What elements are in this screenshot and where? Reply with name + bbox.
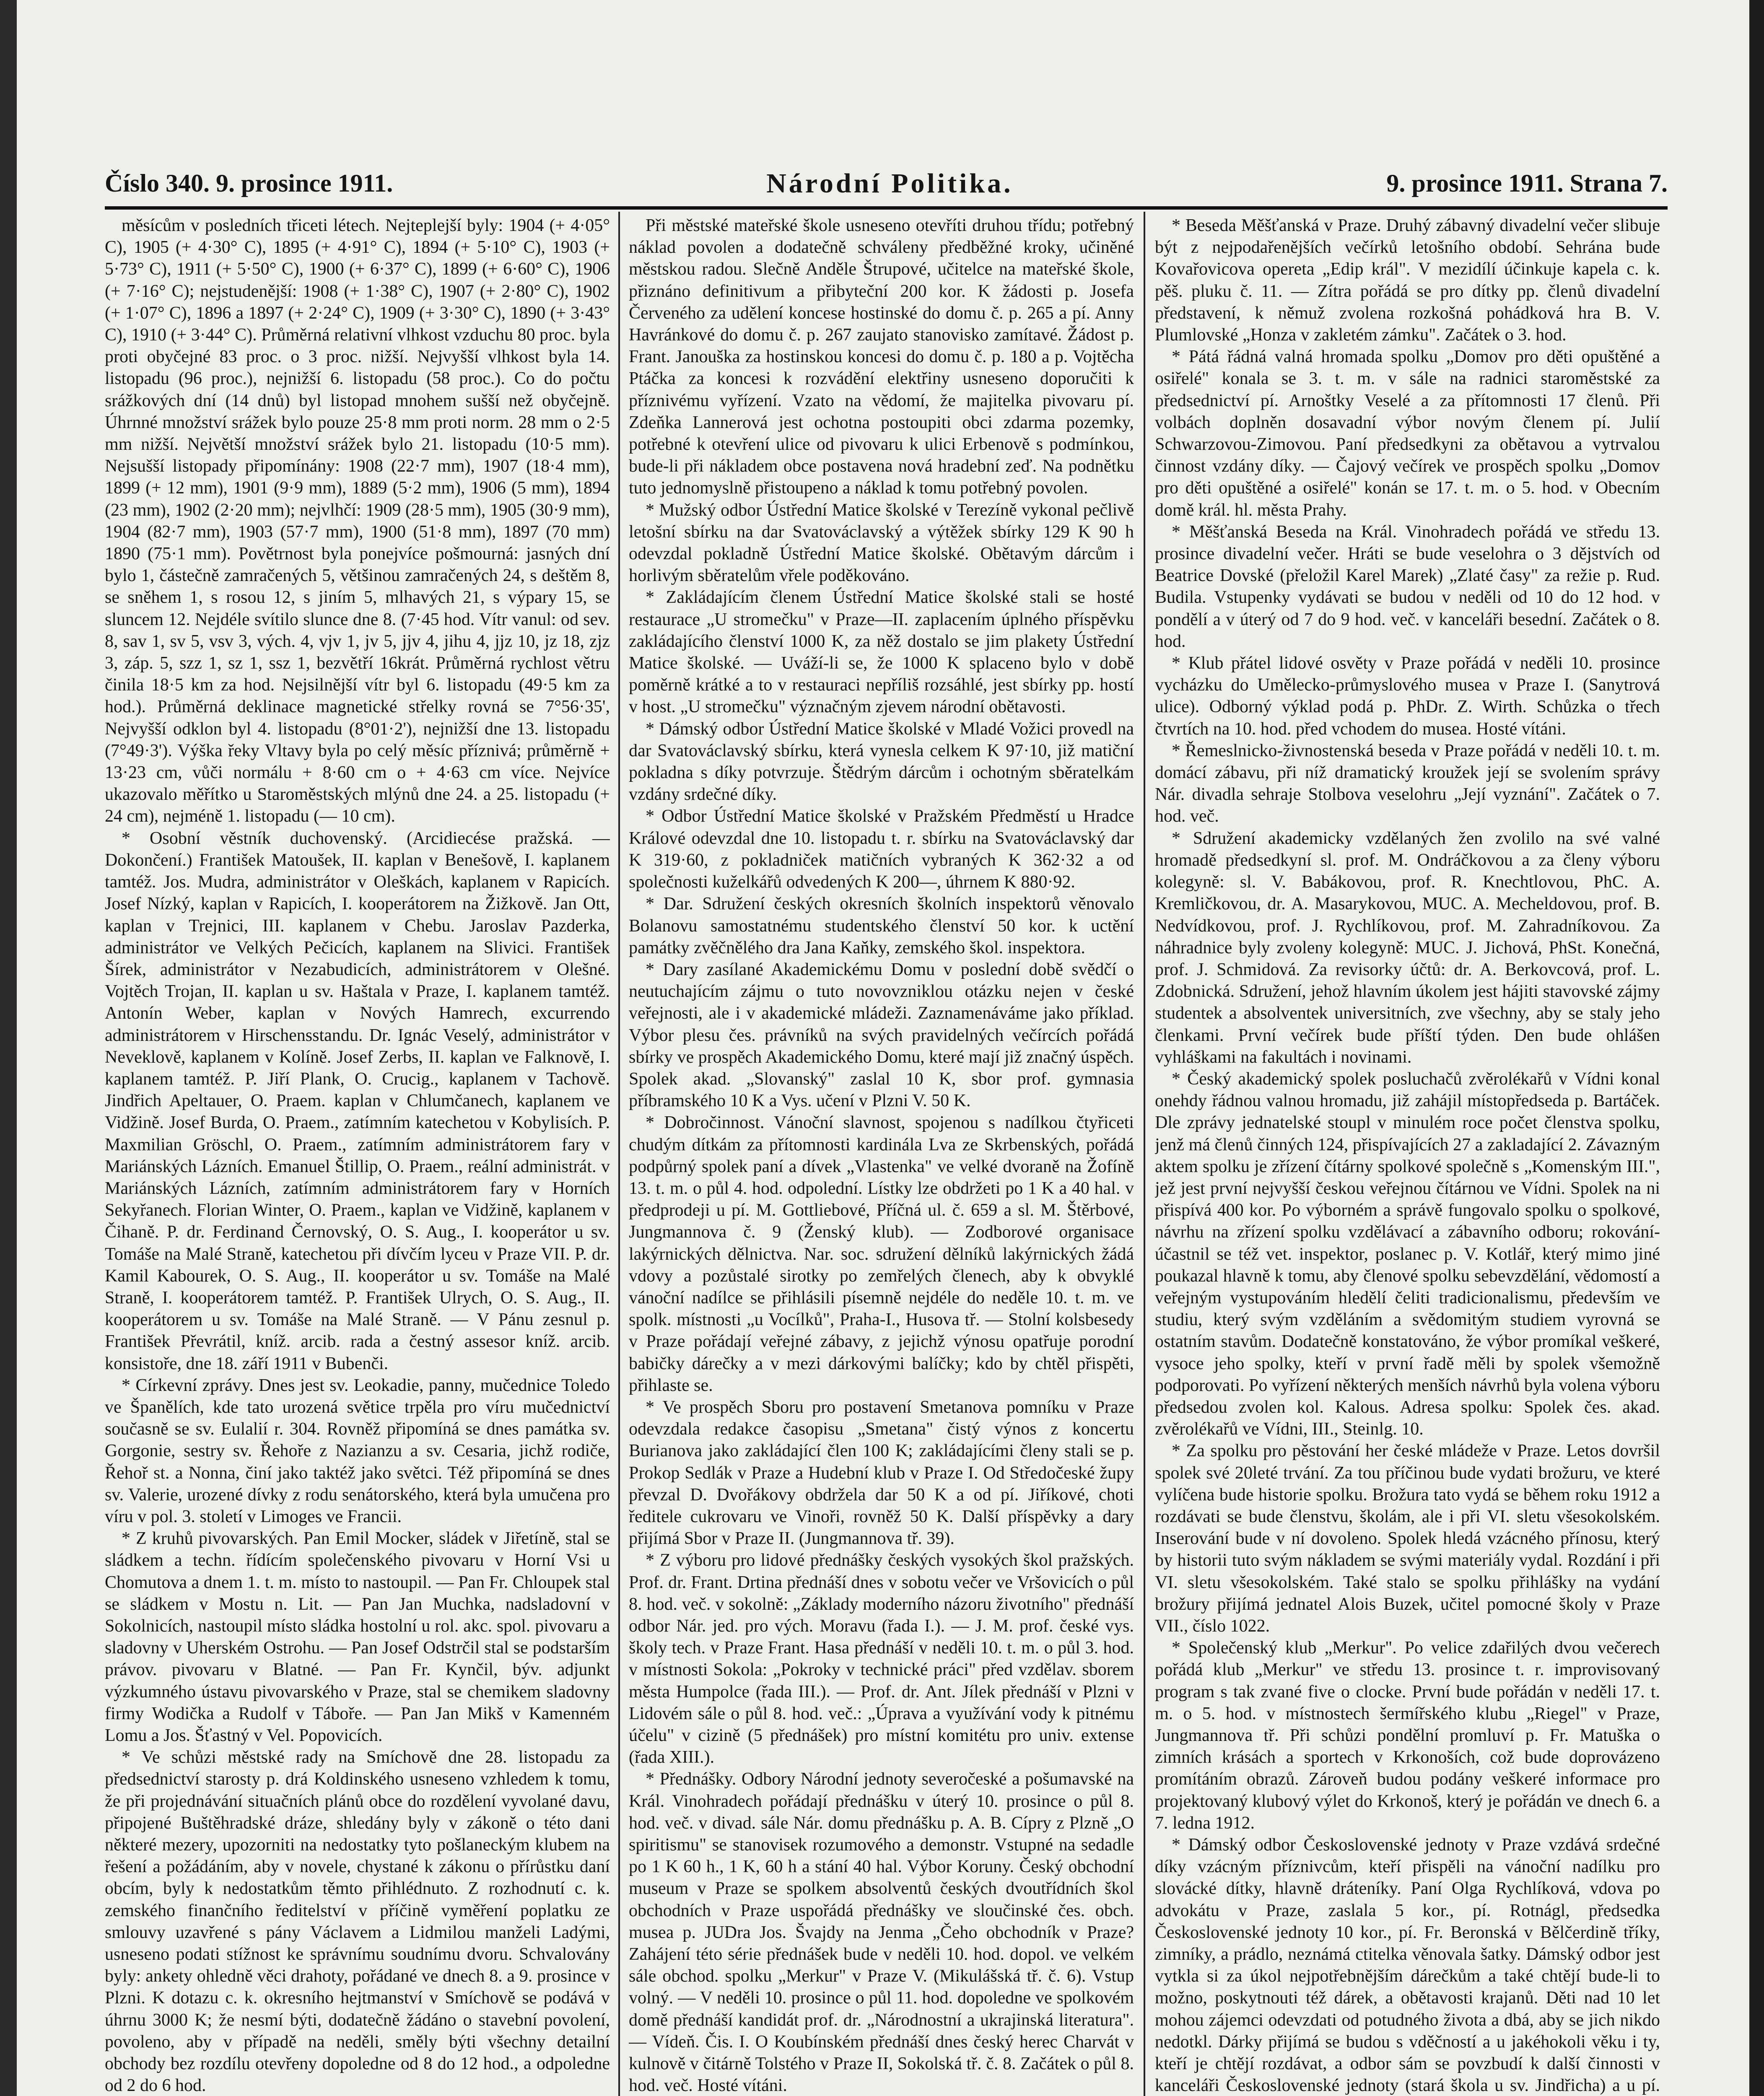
article-paragraph: Při městské mateřské škole usneseno otevříti druhou třídu; potřebný náklad povolen a dodatečně schváleny předběžné kroky, učiněné městskou radou. Slečně Anděle Štrupové, učitelce na mateřské škole, přiznáno definitivum a přibyteční 200 kor. K žádosti p. Josefa Červeného za udělení koncese hostinské do domu č. p. 265 a pí. Anny Havránkové do domu č. p. 267 zaujato stanovisko zamítavé. Žádost p. Frant. Janouška za hostinskou koncesi do domu č. p. 180 a p. Vojtěcha Ptáčka za koncesi k rozvádění elektřiny usneseno doporučiti k příznivému vyřízení. Vzato na vědomí, že majitelka pivovaru pí. Zdeňka Lannerová jest ochotna postoupiti obci zdarma pozemky, potřebné k otevření ulice od pivovaru k ulici Erbenově s podmínkou, bude-li při nákladem obce postavena nová hradební zeď. Na podnětku tuto jednomyslně přistoupeno a náklad k tomu potřebný povolen. (629, 216, 1134, 498)
column-divider-2 (1144, 212, 1145, 2096)
article-paragraph: * Odbor Ústřední Matice školské v Pražském Předměstí u Hradce Králové odevzdal dne 10. listopadu t. r. sbírku na Svatováclavský dar K 319·60, z pokladniček matičních vybraných K 362·32 a od společnosti kuželkářů odvedených K 200—, úhrnem K 880·92. (629, 807, 1134, 892)
header-rule (105, 206, 1668, 210)
date-page-number: 9. prosince 1911. Strana 7. (1386, 169, 1668, 197)
article-paragraph: * Za spolku pro pěstování her české mládeže v Praze. Letos dovršil spolek své 20leté trvání. Za tou příčinou bude vydati brožuru, ve které vylíčena bude historie spolku. Brožura tato vydá se během roku 1912 a rozdávati se bude členstvu, školám, ale i při VI. sletu všesokolském. Inserování bude v ní dovoleno. Spolek hledá vzácného přínosu, který by historii tuto svým nákladem se svými materiály vydal. Rozdání i při VI. sletu všesokolském. Také stalo se spolku přihlášky na vydání brožury přijímá jednatel Alois Buzek, učitel pomocné školy v Praze VII., číslo 1022. (1155, 1441, 1660, 1636)
article-paragraph: * Řemeslnicko-živnostenská beseda v Praze pořádá v neděli 10. t. m. domácí zábavu, při níž dramatický kroužek její se svolením správy Nár. divadla sehraje Stolbova veselohru „Její vyznání". Začátek o 7. hod. več. (1155, 741, 1660, 826)
page-header (105, 166, 1668, 201)
text-column-2 (629, 215, 1134, 2096)
article-paragraph: * Beseda Měšťanská v Praze. Druhý zábavný divadelní večer slibuje být z nejpodařenějších večírků letošního období. Sehrána bude Kovařovicova opereta „Edip král". V mezidílí účinkuje kapela c. k. pěš. pluku č. 11. — Zítra pořádá se pro dítky pp. členů divadelní představení, k němuž zvolena rozkošná pohádková hra B. V. Plumlovské „Honza v zakletém zámku". Začátek o 3. hod. (1155, 216, 1660, 345)
article-paragraph: * Osobní věstník duchovenský. (Arcidiecése pražská. — Dokončení.) František Matoušek, II. kaplan v Benešově, I. kaplanem tamtéž. Jos. Mudra, administrátor v Oleškách, kaplanem v Rapicích. Josef Nízký, kaplan v Rapicích, I. kooperátorem na Žižkově. Jan Ott, kaplan v Trejnici, III. kaplanem v Chebu. Jaroslav Pazderka, administrátor ve Velkých Pečicích, kaplanem na Slivici. František Šírek, administrátor v Nezabudicích, administrátorem v Olešné. Vojtěch Trojan, II. kaplan u sv. Haštala v Praze, I. kaplanem tamtéž. Antonín Weber, kaplan v Nových Hamrech, excurrendo administrátorem v Hirschensstandu. Dr. Ignác Veselý, administrátor v Neveklově, kaplanem v Kolíně. Josef Zerbs, II. kaplan ve Falknově, I. kaplanem tamtéž. P. Jiří Plank, O. Crucig., kaplanem v Tachově. Jindřich Apeltauer, O. Praem. kaplan v Chlumčanech, kaplanem ve Vidžině. Josef Burda, O. Praem., zatímním katechetou v Kobylisích. P. Maxmilian Gröschl, O. Praem., zatímním administrátorem fary v Mariánských Lázních. Emanuel Štillip, O. Praem., reální administrát. v Mariánských Lázních, zatímním administrátorem fary v Horních Sekyřanech. Florian Winter, O. Praem., kaplan ve Vidžině, kaplanem v Čihaně. P. dr. Ferdinand Černovský, O. S. Aug., I. kooperátor u sv. Tomáše na Malé Straně, katechetou při dívčím lyceu v Praze VII. P. dr. Kamil Kabourek, O. S. Aug., II. kooperátor u sv. Tomáše na Malé Straně, I. kooperátorem tamtéž. P. František Ulrych, O. S. Aug., II. kooperátorem u sv. Tomáše na Malé Straně. — V Pánu zesnul p. František Převrátil, kníž. arcib. rada a čestný assesor kníž. arcib. konsistoře, dne 18. září 1911 v Bubenči. (105, 828, 610, 1373)
article-paragraph: * Dobročinnost. Vánoční slavnost, spojenou s nadílkou čtyřiceti chudým dítkám za přítomnosti kardinála Lva ze Skrbenských, pořádá podpůrný spolek paní a dívek „Vlastenka" ve velké dvoraně na Žofíně 13. t. m. o půl 4. hod. odpolední. Lístky lze obdržeti po 1 K a 40 hal. v předprodeji u pí. M. Gottliebové, Příčná ul. č. 659 a sl. M. Štěrbové, Jungmannova č. 9 (Ženský klub). — Zodborové organisace lakýrnických dělnictva. Nar. soc. sdružení dělníků lakýrnických žádá vdovy a pozůstalé sirotky po zemřelých členech, aby k obvyklé vánoční nadílce se přihlásili písemně nejdéle do neděle 10. t. m. ve spolk. místnosti „u Vocílků", Praha-I., Husova tř. — Stolní kolsbesedy v Praze pořádají veřejné zábavy, z jejichž výnosu opatřuje porodní babičky dárečky a v mezi dárkovými balíčky; kdo by chtěl přispěti, přihlaste se. (629, 1113, 1134, 1395)
article-paragraph: * Měšťanská Beseda na Král. Vinohradech pořádá ve středu 13. prosince divadelní večer. Hráti se bude veselohra o 3 dějstvích od Beatrice Dovské (přeložil Karel Marek) „Zlaté časy" za režie p. Rud. Budila. Vstupenky vydávati se budou v neděli od 10 do 12 hod. v pondělí a v úterý od 7 do 9 hod. več. v kanceláři besední. Začátek o 8. hod. (1155, 522, 1660, 651)
article-paragraph: * Klub přátel lidové osvěty v Praze pořádá v neděli 10. prosince vycházku do Umělecko-průmyslového musea v Praze I. (Sanytrová ulice). Odborný výklad podá p. PhDr. Z. Wirth. Schůzka o třech čtvrtích na 10. hod. před vchodem do musea. Hosté vítáni. (1155, 654, 1660, 739)
article-paragraph: * Přednášky. Odbory Národní jednoty severočeské a pošumavské na Král. Vinohradech pořádají přednášku v úterý 10. prosince o půl 8. hod. več. v divad. sále Nár. domu přednášku p. A. B. Cípry z Plzně „O spiritismu" se stanovisek rozumového a demonstr. Vstupné na sedadle po 1 K 60 h., 1 K, 60 h a stání 40 hal. Výbor Koruny. Český obchodní museum v Praze se spolkem absolventů českých dvoutřídních škol obchodních v Praze uspořádá přednášky ve sloučinské čes. obch. musea p. JUDra Jos. Švajdy na Jenma „Čeho obchodník v Praze? Zahájení této série přednášek bude v neděli 10. hod. dopol. ve velkém sále obchod. spolku „Merkur" v Praze V. (Mikulášská tř. č. 6). Vstup volný. — V neděli 10. prosince o půl 11. hod. dopoledne ve spolkovém domě přednáší kandidát prof. dr. „Národnostní a ukrajinská literatura". — Vídeň. Čis. I. O Koubínském přednáší dnes český herec Charvát v kulnově v čitárně Tolstého v Praze II, Sokolská tř. č. 8. Začátek o půl 8. hod. več. Hosté vítáni. (629, 1769, 1134, 2096)
article-paragraph: * Z kruhů pivovarských. Pan Emil Mocker, sládek v Jiřetíně, stal se sládkem a techn. řídícím společenského pivovaru v Horní Vsi u Chomutova a dnem 1. t. m. místo to nastoupil. — Pan Fr. Chloupek stal se sládkem v Mostu n. Lit. — Pan Jan Muchka, nadsladovní v Sokolnicích, nastoupil místo sládka hostolní u rol. akc. spol. pivovaru a sladovny v Uherském Ostrohu. — Pan Josef Odstrčil stal se podstarším právov. pivovaru v Blatné. — Pan Fr. Kynčil, býv. adjunkt výzkumného ústavu pivovarského v Praze, stal se chemikem sladovny firmy Wodička a Rudolf v Táboře. — Pan Jan Mikš v Kamenném Lomu a Jos. Šťastný v Vel. Popovicích. (105, 1529, 610, 1746)
column-divider-1 (618, 212, 620, 2096)
article-paragraph: * Zakládajícím členem Ústřední Matice školské stali se hosté restaurace „U stromečku" v Praze—II. zaplacením úplného příspěvku zakládajícího členství 1000 K, za něž dostalo se jim plakety Ústřední Matice školské. — Uváží-li se, že 1000 K splaceno bylo v době poměrně krátké a to v restauraci nepříliš rozsáhlé, jest sbírky pp. hostí v host. „U stromečku" význačným zjevem národní obětavosti. (629, 588, 1134, 717)
article-paragraph: měsícům v posledních třiceti létech. Nejteplejší byly: 1904 (+ 4·05° C), 1905 (+ 4·30° C), 1895 (+ 4·91° C), 1894 (+ 5·10° C), 1903 (+ 5·73° C), 1911 (+ 5·50° C), 1900 (+ 6·37° C), 1899 (+ 6·60° C), 1906 (+ 7·16° C); nejstudenější: 1908 (+ 1·38° C), 1907 (+ 2·80° C), 1902 (+ 1·07° C), 1896 a 1897 (+ 2·24° C), 1909 (+ 3·30° C), 1890 (+ 3·43° C), 1910 (+ 3·44° C). Průměrná relativní vlhkost vzduchu 80 proc. byla proti obyčejné 83 proc. o 3 proc. nižší. Nejvyšší vlhkost byla 14. listopadu (96 proc.), nejnižší 6. listopadu (58 proc.). Co do počtu srážkových dní (14 dnů) byl listopad mnohem sušší než obyčejně. Úhrnné množství srážek bylo pouze 25·8 mm proti norm. 28 mm o 2·5 mm nižší. Největší množství srážek bylo 21. listopadu (10·5 mm). Nejsušší listopady připomínány: 1908 (22·7 mm), 1907 (18·4 mm), 1899 (+ 12 mm), 1901 (9·9 mm), 1889 (5·2 mm), 1906 (5 mm), 1894 (23 mm), 1902 (2·20 mm); nejvlhčí: 1909 (28·5 mm), 1905 (30·9 mm), 1904 (82·7 mm), 1903 (57·7 mm), 1900 (51·8 mm), 1897 (70 mm) 1890 (75·1 mm). Povětrnost byla ponejvíce pošmourná: jasných dní bylo 1, částečně zamračených 5, většinou zamračených 24, s deštěm 8, se sněhem 1, s rosou 12, s jiním 5, mlhavých 21, s výpary 15, se sluncem 12. Nejdéle svítilo slunce dne 8. (7·45 hod. Vítr vanul: od sev. 8, sav 1, sv 5, vsv 3, vých. 4, vjv 1, jv 5, jjv 4, jihu 4, jjz 10, jz 18, zjz 3, záp. 5, szz 1, sz 1, ssz 1, bezvětří 16krát. Průměrná rychlost větru činila 18·5 km za hod. Nejsilnější vítr byl 6. listopadu (49·5 km za hod.). Průměrná deklinace magnetické střelky rovná se 7°56·35', Nejvyšší odklon byl 4. listopadu (8°01·2'), nejnižší dne 13. listopadu (7°49·3'). Výška řeky Vltavy byla po celý měsíc příznivá; průměrně + 13·23 cm, vůči normálu + 8·60 cm o + 4·63 cm více. Nejvíce ukazovalo měřítko u Staroměstských mlýnů dne 24. a 25. listopadu (+ 24 cm), nejméně 1. listopadu (— 10 cm). (105, 216, 610, 826)
article-paragraph: * Sdružení akademicky vzdělaných žen zvolilo na své valné hromadě předsedkyní sl. prof. M. Ondráčkovou a za členy výboru kolegyně: sl. V. Babákovou, prof. R. Knechtlovou, PhC. A. Kremličkovou, dr. A. Masarykovou, MUC. A. Mecheldovou, prof. B. Nedvídkovou, prof. J. Rychlíkovou, prof. M. Zahradníkovou. Za náhradnice byly zvoleny kolegyně: MUC. J. Jichová, PhSt. Konečná, prof. J. Schmidová. Za revisorky účtů: dr. A. Berkovcová, prof. L. Zdobnická. Sdružení, jehož hlavním úkolem jest hájiti stavovské zájmy studentek a absolventek universitních, zve všechny, aby se staly jeho členkami. První večírek bude příští týden. Den bude ohlášen vyhláškami na fakultách i novinami. (1155, 828, 1660, 1067)
article-paragraph: * Dar. Sdružení českých okresních školních inspektorů věnovalo Bolanovu samostatnému studentského členství 50 kor. k uctění památky zvěčnělého dra Jana Kaňky, zemského škol. inspektora. (629, 894, 1134, 957)
newspaper-title: Národní Politika. (766, 168, 1013, 199)
article-paragraph: * Z výboru pro lidové přednášky českých vysokých škol pražských. Prof. dr. Frant. Drtina přednáší dnes v sobotu večer ve Vršovicích o půl 8. hod. več. v sokolně: „Základy moderního názoru životního" přednáší odbor Nár. jed. pro vých. Moravu (řada I.). — J. M. prof. české vys. školy tech. v Praze Frant. Hasa přednáší v neděli 10. t. m. o půl 3. hod. v místnosti Sokola: „Pokroky v technické práci" před vzdělav. sborem města Humpolce (řada III.). — Prof. dr. Ant. Jílek přednáší v Plzni v Lidovém sále o půl 8. hod. več.: „Úprava a využívání vody k pitnému účelu" v cizině (5 přednášek) pro místní komitétu pro univ. extense (řada XIII.). (629, 1551, 1134, 1767)
text-column-3 (1155, 215, 1660, 2096)
scan-border-left (0, 0, 17, 2096)
article-paragraph: * Dary zasílané Akademickému Domu v poslední době svědčí o neutuchajícím zájmu o tuto novovzniklou otázku nejen v české veřejnosti, ale i v akademické mládeži. Zaznamenáváme jako příklad. Výbor plesu čes. právníků na svých pravidelných večírcích pořádá sbírky ve prospěch Akademického Domu, které mají již značný úspěch. Spolek akad. „Slovanský" zaslal 10 K, sbor prof. gymnasia příbramského 10 K a Vys. učení v Plzni V. 50 K. (629, 960, 1134, 1111)
article-paragraph: * Dámský odbor Ústřední Matice školské v Mladé Vožici provedl na dar Svatováclavský sbírku, která vynesla celkem K 97·10, již matiční pokladna s díky potvrzuje. Štědrým dárcům i ochotným sběratelkám vzdány srdečné díky. (629, 719, 1134, 804)
scan-border-right (1749, 0, 1764, 2096)
article-paragraph: * Ve schůzi městské rady na Smíchově dne 28. listopadu za předsednictví starosty p. drá Koldinského usneseno vzhledem k tomu, že při projednávání situačních plánů obce do rozdělení vyvolané davu, připojené Buštěhradské dráze, shledány byly v zákoně o této dani některé mezery, upozorniti na nedostatky tyto pošlaneckým klubem na řešení a požádáním, aby v novele, chystané k zákonu o přírůstku daní obcím, byly k nedostatkům těmto přihlédnuto. Z rozhodnutí c. k. zemského finančního ředitelství v příčině vyměření poplatku ze smlouvy uzavřené s pány Václavem a Lidmilou manželi Ladými, usneseno podati stížnost ke správnímu soudnímu dvoru. Schvalovány byly: ankety ohledně věci drahoty, pořádané ve dnech 8. a 9. prosince v Plzni. K dotazu c. k. okresního hejtmanství v Smíchově se podává v úhrnu 3000 K; že nesmí býti, dodatečně žádáno o stavební povolení, povoleno, aby v případě na neděli, směly býti všechny detailní obchody bez rozdílu otevřeny dopoledne od 8 do 12 hod., a odpoledne od 2 do 6 hod. (105, 1748, 610, 2096)
text-column-1 (105, 215, 610, 2096)
article-paragraph: * Společenský klub „Merkur". Po velice zdařilých dvou večerech pořádá klub „Merkur" ve středu 13. prosince t. r. improvisovaný program s tak zvané five o clocke. První bude pořádán v neděli 17. t. m. o 5. hod. v místnostech šermířského klubu „Riegel" v Praze, Jungmannova tř. Při schůzi pondělní promluví p. Fr. Matuška o zimních krásách a sportech v Krkonoších, což bude doprovázeno promítáním obrazů. Zároveň budou podány veškeré informace pro projektovaný klubový výlet do Krkonoš, který je pořádán ve dnech 6. a 7. ledna 1912. (1155, 1638, 1660, 1833)
issue-number-date: Číslo 340. 9. prosince 1911. (105, 169, 393, 197)
article-paragraph: * Církevní zprávy. Dnes jest sv. Leokadie, panny, mučednice Toledo ve Španělích, kde tato urozená světice trpěla pro víru mučednictví současně se sv. Eulalií r. 304. Rovněž připomíná se dnes památka sv. Gorgonie, sestry sv. Řehoře z Nazianzu a sv. Cesaria, jichž rodiče, Řehoř st. a Nonna, činí jako taktéž jako světci. Též připomíná se dnes sv. Valerie, urozené dívky z rodu senátorského, která byla umučena pro víru v pol. 3. století v Limoges ve Francii. (105, 1375, 610, 1526)
article-paragraph: * Mužský odbor Ústřední Matice školské v Terezíně vykonal pečlivě letošní sbírku na dar Svatováclavský a výtěžek sbírky 129 K 90 h odevzdal pokladně Ústřední Matice školské. Obětavým dárcům i horlivým sběratelům vřele poděkováno. (629, 500, 1134, 586)
article-paragraph: * Dámský odbor Československé jednoty v Praze vzdává srdečné díky vzácným příznivcům, kteří přispěli na vánoční nadílku pro slovácké dítky, hlavně dráteníky. Paní Olga Rychlíková, vdova po advokátu v Praze, zaslala 5 kor., pí. Rotnágl, předsedka Československé jednoty 10 kor., pí. Fr. Beronská v Bělčerdině tříky, zimníky, a prádlo, neznámá ctitelka věnovala šatky. Dámský odbor jest vytkla si za úkol nejpotřebnějším dárečkům a také chtějí bude-li to možno, poskytnouti též dárek, a obětavosti krajanů. Děti nad 10 let mohou zájemci odevzdati od potudného života a dbá, aby se jich nikdo nedotkl. Dárky přijímá se budou s vděčností a u jakéhokoli věku i ty, kteří je chtějí rozdávat, a odbor sám se povzbudí k další činnosti v kanceláři Československé jednoty (stará škola u sv. Jindřicha) a u pí. (1155, 1835, 1660, 2096)
article-paragraph: * Pátá řádná valná hromada spolku „Domov pro děti opuštěné a osiřelé" konala se 3. t. m. v sále na radnici staroměstské za předsednictví pí. Arnoštky Veselé a za přítomnosti 17 členů. Při volbách doplněn dosavadní výbor novým členem pí. Julií Schwarzovou-Zimovou. Paní předsedkyni za obětavou a vytrvalou činnost vzdány díky. — Čajový večírek ve prospěch spolku „Domov pro děti opuštěné a osiřelé" konán se 17. t. m. o 5. hod. v Obecním domě král. hl. města Prahy. (1155, 347, 1660, 520)
article-paragraph: * Český akademický spolek posluchačů zvěrolékařů v Vídni konal onehdy řádnou valnou hromadu, již zahájil místopředseda p. Bartáček. Dle zprávy jednatelské stoupl v minulém roce počet členstva spolku, jenž má členů činných 124, přispívajících 27 a zakladající 2. Závazným aktem spolku je zřízení čítárny spolkové společně s „Komenským III.", jež jest první nejvyšší českou veřejnou čítárnou ve Vídni. Spolek na ni přispívá 400 kor. Po výborném a správě fungovalo spolku o spolkové, návrhu na zřízení spolku vzdělávací a zábavního odboru; rokování-účastnil se též vet. inspektor, poslanec p. V. Kotlář, který mimo jiné poukazal hlavně k tomu, aby členové spolku sebevzdělání, vědomostí a veřejným vystupováním hledělí čeliti tradicionalismu, především ve studiu, který svým vzděláním a svědomitým studiem vyrovná se ostatním stavům. Dodatečně konstatováno, že výbor promíkal veškeré, vysoce jeho spolky, kteří v první řadě měli by spolek všemožně podporovati. Po vyřízení některých menších návrhů byla volena výboru předsedou zvolen kol. Kalous. Adresa spolku: Spolek čes. akad. zvěrolékařů ve Vídni, III., Steinlg. 10. (1155, 1069, 1660, 1439)
article-paragraph: * Ve prospěch Sboru pro postavení Smetanova pomníku v Praze odevzdala redakce časopisu „Smetana" čistý výnos z koncertu Burianova jako zakládající člen 100 K; zakládajícími členy stali se p. Prokop Sedlák v Praze a Hudební klub v Praze I. Od Středočeské župy převzal D. Dvořákovy obdržela dar 50 K a od pí. Jiříkové, choti ředitele cukrovaru ve Vinoři, rovněž 50 K. Další příspěvky a dary přijímá Sbor v Praze II. (Jungmannova tř. 39). (629, 1397, 1134, 1549)
